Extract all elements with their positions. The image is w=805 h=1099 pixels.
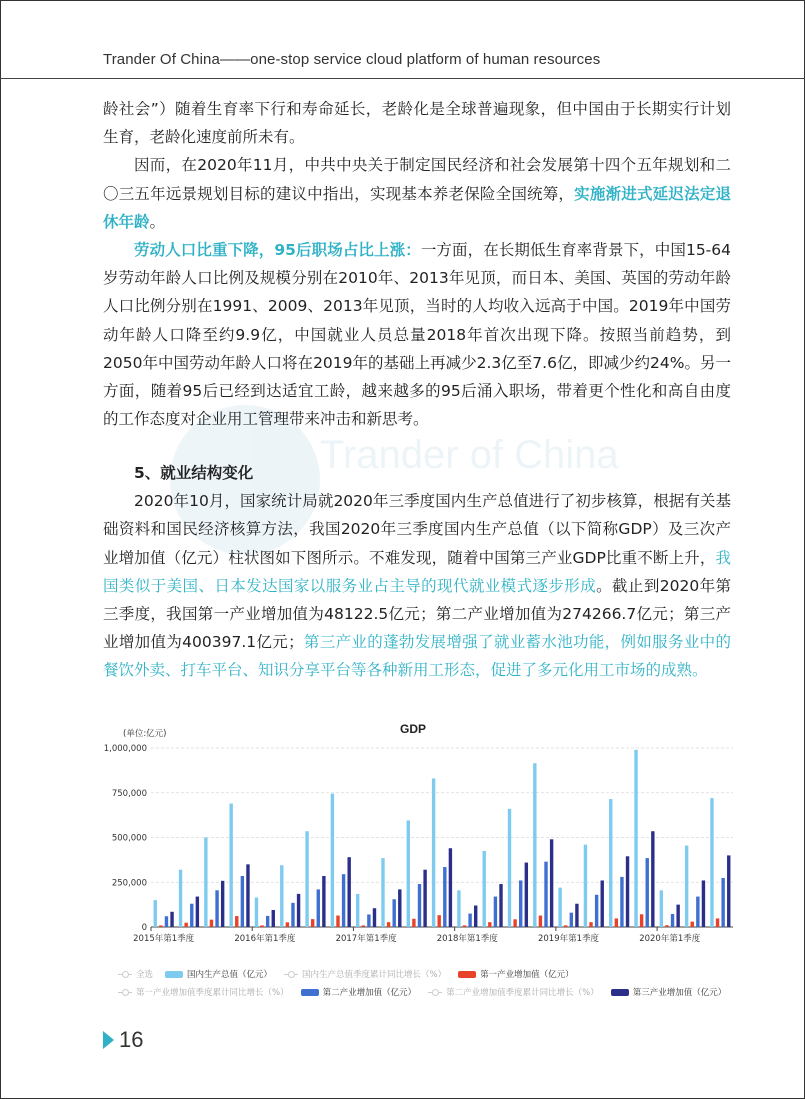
bar[interactable] [513, 919, 516, 927]
bar[interactable] [508, 809, 511, 927]
x-tick-label: 2017年第1季度 [335, 934, 397, 944]
chart-title: GDP [399, 722, 427, 736]
bar[interactable] [347, 857, 350, 927]
bar[interactable] [609, 799, 612, 927]
legend-item-tertiary[interactable] [611, 986, 727, 998]
chart-bars [154, 750, 731, 927]
bar[interactable] [558, 888, 561, 927]
bar[interactable] [615, 918, 618, 927]
bar[interactable] [392, 899, 395, 927]
bar[interactable] [474, 906, 477, 927]
bar[interactable] [229, 803, 232, 927]
bar[interactable] [646, 858, 649, 927]
y-tick-label: 500,000 [111, 833, 147, 844]
bar[interactable] [710, 798, 713, 927]
bar[interactable] [407, 820, 410, 927]
bar[interactable] [539, 916, 542, 927]
paragraph-3-text: 一方面，在长期低生育率背景下，中国15-64岁劳动年龄人口比例及规模分别在2010年、2013年见顶，而日本、美国、英国的劳动年龄人口比例分别在1991、2009、2013年见顶，当时的人均收入远高于中国。2019年中国劳动年龄人口降至约9.9亿，中国就业人员总量2018年首次出现下降。按照当前趋势，到2050年中国劳动年龄人口将在2019年的基础上再减少2.3亿至7.6亿，即减少约24%。另一方面，随着95后已经到达适宜工龄，越来越多的95后涌入职场，带着更个性化和高自由度的工作态度对企业用工管理带来冲击和新思考。 [103, 241, 731, 429]
article-body [103, 95, 731, 433]
bar[interactable] [196, 897, 199, 927]
bar[interactable] [165, 916, 168, 927]
bar[interactable] [671, 914, 674, 927]
paragraph-2-text-b: 。 [149, 212, 166, 231]
y-tick-label: 750,000 [111, 788, 147, 799]
legend-line-icon [118, 989, 132, 996]
bar[interactable] [584, 845, 587, 927]
x-tick-label: 2016年第1季度 [234, 934, 296, 944]
bar[interactable] [432, 778, 435, 927]
y-tick-label: 250,000 [111, 878, 147, 889]
bar[interactable] [356, 894, 359, 927]
paragraph-1: 龄社会”）随着生育率下行和寿命延长，老龄化是全球普遍现象，但中国由于长期实行计划生育，老龄化速度前所未有。 [103, 100, 731, 147]
chart-y-axis-label: (单位:亿元) [123, 729, 167, 739]
legend-item-secondary-growth[interactable] [428, 986, 599, 998]
bar[interactable] [154, 900, 157, 927]
bar[interactable] [260, 925, 263, 927]
bar[interactable] [342, 874, 345, 927]
legend-label: 第一产业增加值季度累计同比增长（%） [136, 988, 289, 998]
legend-label: 第一产业增加值（亿元） [480, 970, 574, 980]
chart-legend [118, 965, 738, 1001]
legend-toggle-icon [118, 971, 132, 978]
bar[interactable] [387, 922, 390, 927]
legend-line-icon [428, 989, 442, 996]
legend-line-icon [284, 971, 298, 978]
bar[interactable] [443, 867, 446, 927]
bar[interactable] [483, 851, 486, 927]
x-tick-label: 2020年第1季度 [639, 934, 701, 944]
legend-label: 国内生产总值季度累计同比增长（%） [302, 970, 447, 980]
bar[interactable] [190, 904, 193, 927]
x-tick-label: 2018年第1季度 [436, 934, 498, 944]
gdp-chart-svg [103, 718, 743, 963]
bar[interactable] [317, 889, 320, 927]
bar[interactable] [184, 923, 187, 927]
bar[interactable] [488, 922, 491, 927]
bar[interactable] [457, 890, 460, 927]
bar[interactable] [449, 848, 452, 927]
bar[interactable] [266, 916, 269, 927]
chart-x-ticks [133, 927, 701, 944]
legend-item-secondary[interactable] [301, 986, 417, 998]
bar[interactable] [170, 912, 173, 927]
bar[interactable] [519, 880, 522, 927]
legend-swatch-icon [165, 971, 183, 978]
legend-item-primary-growth[interactable] [118, 986, 289, 998]
bar[interactable] [595, 895, 598, 927]
section-5-title: 5、就业结构变化 [134, 464, 254, 482]
legend-swatch-icon [458, 971, 476, 978]
watermark-text: Trander of China [320, 433, 619, 477]
bar[interactable] [412, 919, 415, 927]
bar[interactable] [311, 919, 314, 927]
legend-item-gdp[interactable] [165, 968, 272, 980]
page-number [103, 1027, 143, 1053]
x-tick-label: 2015年第1季度 [133, 934, 195, 944]
paragraph-4-highlight-2: 第三产业的蓬勃发展增强了就业蓄水池功能，例如服务业中的餐饮外卖、打车平台、知识分享平台等各种新用工形态，促进了多元化用工市场的成熟。 [103, 633, 731, 680]
y-tick-label: 0 [141, 923, 147, 933]
bar[interactable] [525, 863, 528, 927]
paragraph-4 [103, 487, 731, 684]
header-title: Trander Of China——one-stop service cloud platform of human resources [103, 51, 601, 68]
bar[interactable] [331, 794, 334, 927]
bar[interactable] [468, 914, 471, 927]
bar[interactable] [367, 914, 370, 927]
bar[interactable] [280, 865, 283, 927]
paragraph-3-highlight: 劳动人口比重下降，95后职场占比上涨： [134, 241, 421, 260]
bar[interactable] [398, 889, 401, 927]
bar[interactable] [685, 846, 688, 927]
bar[interactable] [634, 750, 637, 927]
bar[interactable] [589, 922, 592, 927]
legend-label: 第二产业增加值季度累计同比增长（%） [446, 988, 599, 998]
bar[interactable] [696, 897, 699, 927]
bar[interactable] [651, 831, 654, 927]
bar[interactable] [381, 858, 384, 927]
paragraph-2-highlight: 实施渐进式延迟法定退休年龄 [103, 184, 731, 231]
bar[interactable] [235, 916, 238, 927]
paragraph-2-text-a: 因而，在2020年11月，中共中央关于制定国民经济和社会发展第十四个五年规划和二〇三五年远景规划目标的建议中指出，实现基本养老保险全国统筹， [103, 156, 731, 203]
paragraph-4-highlight-1: 我国类似于美国、日本发达国家以服务业占主导的现代就业模式逐步形成 [103, 548, 731, 595]
legend-row-2 [118, 983, 738, 1001]
legend-label: 第二产业增加值（亿元） [322, 988, 417, 998]
legend-item-primary[interactable] [458, 968, 574, 980]
legend-label: 全选 [136, 970, 154, 980]
bar[interactable] [494, 897, 497, 927]
bar[interactable] [575, 904, 578, 927]
chart-y-ticks [104, 744, 147, 933]
bar[interactable] [438, 915, 441, 927]
page-arrow-icon [103, 1031, 114, 1049]
bar[interactable] [246, 864, 249, 927]
legend-label: 国内生产总值（亿元） [187, 970, 273, 980]
bar[interactable] [570, 913, 573, 927]
bar[interactable] [550, 839, 553, 927]
bar[interactable] [204, 838, 207, 928]
bar[interactable] [291, 903, 294, 927]
y-tick-label: 1,000,000 [103, 744, 147, 754]
bar[interactable] [620, 877, 623, 927]
bar[interactable] [241, 876, 244, 927]
paragraph-4-text-a: 2020年10月，国家统计局就2020年三季度国内生产总值进行了初步核算，根据有关基础资料和国民经济核算方法，我国2020年三季度国内生产总值（以下简称GDP）及三次产业增加值（亿元）柱状图如下图所示。不难发现，随着中国第三产业GDP比重不断上升， [103, 492, 731, 567]
bar[interactable] [373, 908, 376, 927]
paragraph-2 [103, 151, 731, 236]
page-number-text: 16 [119, 1027, 144, 1052]
legend-row-1 [118, 965, 738, 983]
legend-swatch-icon [611, 989, 629, 996]
bar[interactable] [423, 870, 426, 927]
bar[interactable] [601, 880, 604, 927]
bar[interactable] [533, 763, 536, 927]
bar[interactable] [499, 884, 502, 927]
bar[interactable] [676, 905, 679, 927]
gdp-chart [103, 718, 743, 998]
legend-item-gdp-growth[interactable] [284, 968, 446, 980]
bar[interactable] [210, 920, 213, 927]
bar[interactable] [179, 870, 182, 927]
bar[interactable] [305, 831, 308, 927]
bar[interactable] [322, 876, 325, 927]
bar[interactable] [665, 925, 668, 927]
bar[interactable] [702, 880, 705, 927]
bar[interactable] [286, 922, 289, 927]
bar[interactable] [362, 925, 365, 927]
bar[interactable] [660, 890, 663, 927]
bar[interactable] [297, 894, 300, 927]
bar[interactable] [463, 925, 466, 927]
bar[interactable] [716, 918, 719, 927]
section-5 [103, 459, 731, 685]
paragraph-4-text-b: 。截止到2020年第三季度，我国第一产业增加值为48122.5亿元；第二产业增加值为274266.7亿元；第三产业增加值为400397.1亿元； [103, 576, 731, 652]
bar[interactable] [691, 922, 694, 927]
bar[interactable] [215, 890, 218, 927]
legend-item-select-all[interactable] [118, 968, 153, 980]
bar[interactable] [727, 855, 730, 927]
bar[interactable] [721, 878, 724, 927]
paragraph-3 [103, 236, 731, 433]
bar[interactable] [544, 862, 547, 927]
bar[interactable] [418, 884, 421, 927]
bar[interactable] [159, 925, 162, 927]
bar[interactable] [221, 881, 224, 927]
bar[interactable] [640, 914, 643, 927]
x-tick-label: 2019年第1季度 [537, 934, 600, 944]
bar[interactable] [255, 897, 258, 927]
bar[interactable] [336, 916, 339, 927]
bar[interactable] [626, 856, 629, 927]
legend-label: 第三产业增加值（亿元） [632, 988, 727, 998]
bar[interactable] [272, 910, 275, 927]
legend-swatch-icon [301, 989, 319, 996]
header-divider [0, 78, 805, 79]
bar[interactable] [564, 925, 567, 927]
